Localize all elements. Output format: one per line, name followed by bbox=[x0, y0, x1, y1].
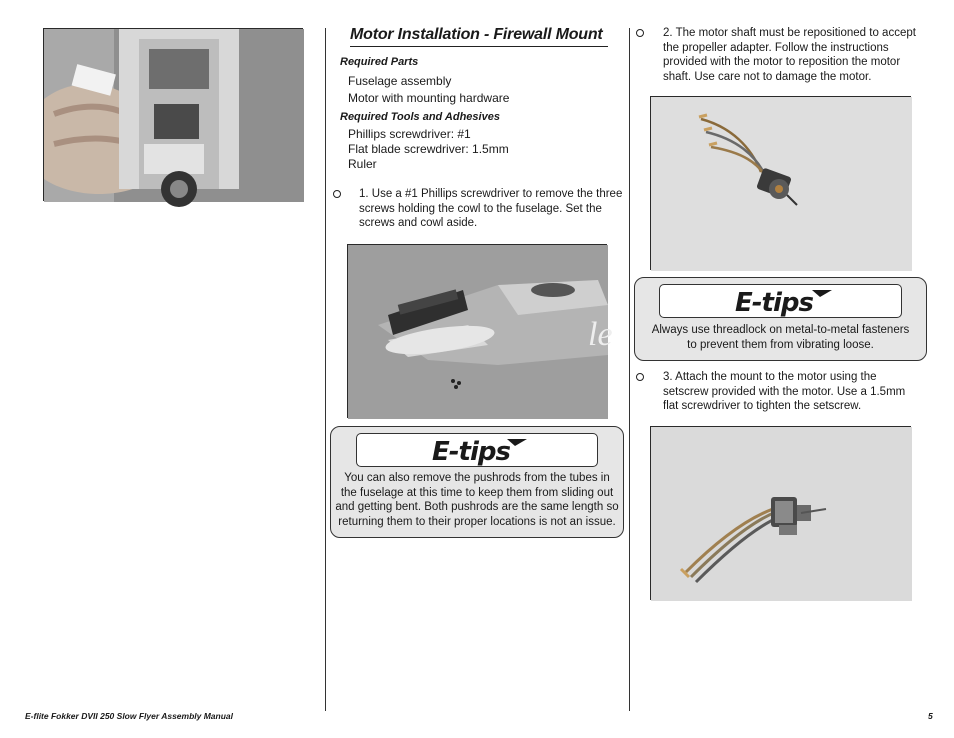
required-tool-item: Flat blade screwdriver: 1.5mm bbox=[348, 142, 509, 156]
svg-text:le: le bbox=[588, 316, 613, 353]
step-2-line: 2. The motor shaft must be repositioned to accept bbox=[663, 27, 916, 39]
photo-fuselage-front bbox=[43, 28, 303, 201]
etips-logo-text: E-tips bbox=[735, 288, 813, 318]
step-3-text bbox=[663, 370, 933, 414]
step-2-line: shaft. Use care not to damage the motor. bbox=[663, 70, 872, 83]
photo-fuselage-cowl-art bbox=[348, 245, 613, 419]
required-parts-heading: Required Parts bbox=[340, 56, 419, 68]
footer-manual-title: E-flite Fokker DVII 250 Slow Flyer Assembly Manual bbox=[25, 711, 234, 721]
step-1-text bbox=[359, 187, 627, 231]
photo-motor-mount bbox=[650, 426, 911, 600]
step-3-line: 3. Attach the mount to the motor using the bbox=[663, 371, 877, 383]
tip-1-line: You can also remove the pushrods from the tubes in bbox=[344, 472, 610, 484]
tip-1-line: the fuselage at this time to keep them from sliding out bbox=[340, 486, 614, 499]
step-2-line: provided with the motor to reposition the motor bbox=[663, 56, 901, 68]
step-checkbox-bullet[interactable] bbox=[636, 29, 644, 37]
step-2-line: the propeller adapter. Follow the instructions bbox=[663, 41, 889, 54]
photo-motor-mount-art bbox=[651, 427, 912, 601]
required-part-item: Motor with mounting hardware bbox=[348, 91, 510, 105]
etips-logo-icon bbox=[357, 434, 597, 466]
step-2-text bbox=[663, 26, 933, 84]
tip-1-line: and getting bent. Both pushrods are the same length so bbox=[335, 501, 619, 513]
section-title: Motor Installation - Firewall Mount bbox=[350, 26, 608, 47]
required-part-item: Fuselage assembly bbox=[348, 74, 452, 88]
photo-fuselage-cowl bbox=[347, 244, 613, 418]
etips-logo-icon bbox=[660, 285, 901, 317]
tip-2-text bbox=[637, 323, 924, 352]
photo-motor-shaft bbox=[650, 96, 911, 270]
step-checkbox-bullet[interactable] bbox=[636, 373, 644, 381]
tip-2-line: Always use threadlock on metal-to-metal fasteners bbox=[651, 324, 910, 336]
step-1-line: screws holding the cowl to the fuselage. Set the bbox=[359, 202, 602, 215]
tip-2-line: to prevent them from vibrating loose. bbox=[687, 338, 874, 351]
required-tool-item: Phillips screwdriver: #1 bbox=[348, 127, 471, 141]
step-1-line: 1. Use a #1 Phillips screwdriver to remove the three bbox=[359, 188, 623, 200]
column-divider-right bbox=[629, 28, 630, 711]
step-checkbox-bullet[interactable] bbox=[333, 190, 341, 198]
etips-banner bbox=[659, 284, 902, 318]
required-tool-item: Ruler bbox=[348, 157, 377, 171]
photo-fuselage-front-art bbox=[44, 29, 304, 202]
step-3-line: setscrew provided with the motor. Use a 1.5mm bbox=[663, 385, 906, 398]
footer-page-number: 5 bbox=[928, 711, 933, 721]
photo-motor-shaft-art bbox=[651, 97, 912, 271]
step-1-line: screws and cowl aside. bbox=[359, 217, 478, 229]
tip-1-line: returning them to their proper locations is not an issue. bbox=[338, 515, 616, 528]
etips-logo-text: E-tips bbox=[432, 437, 510, 467]
column-divider-left bbox=[325, 28, 326, 711]
required-tools-heading: Required Tools and Adhesives bbox=[340, 111, 500, 123]
etips-banner bbox=[356, 433, 598, 467]
tip-1-text bbox=[333, 471, 621, 529]
step-3-line: flat screwdriver to tighten the setscrew. bbox=[663, 400, 862, 412]
